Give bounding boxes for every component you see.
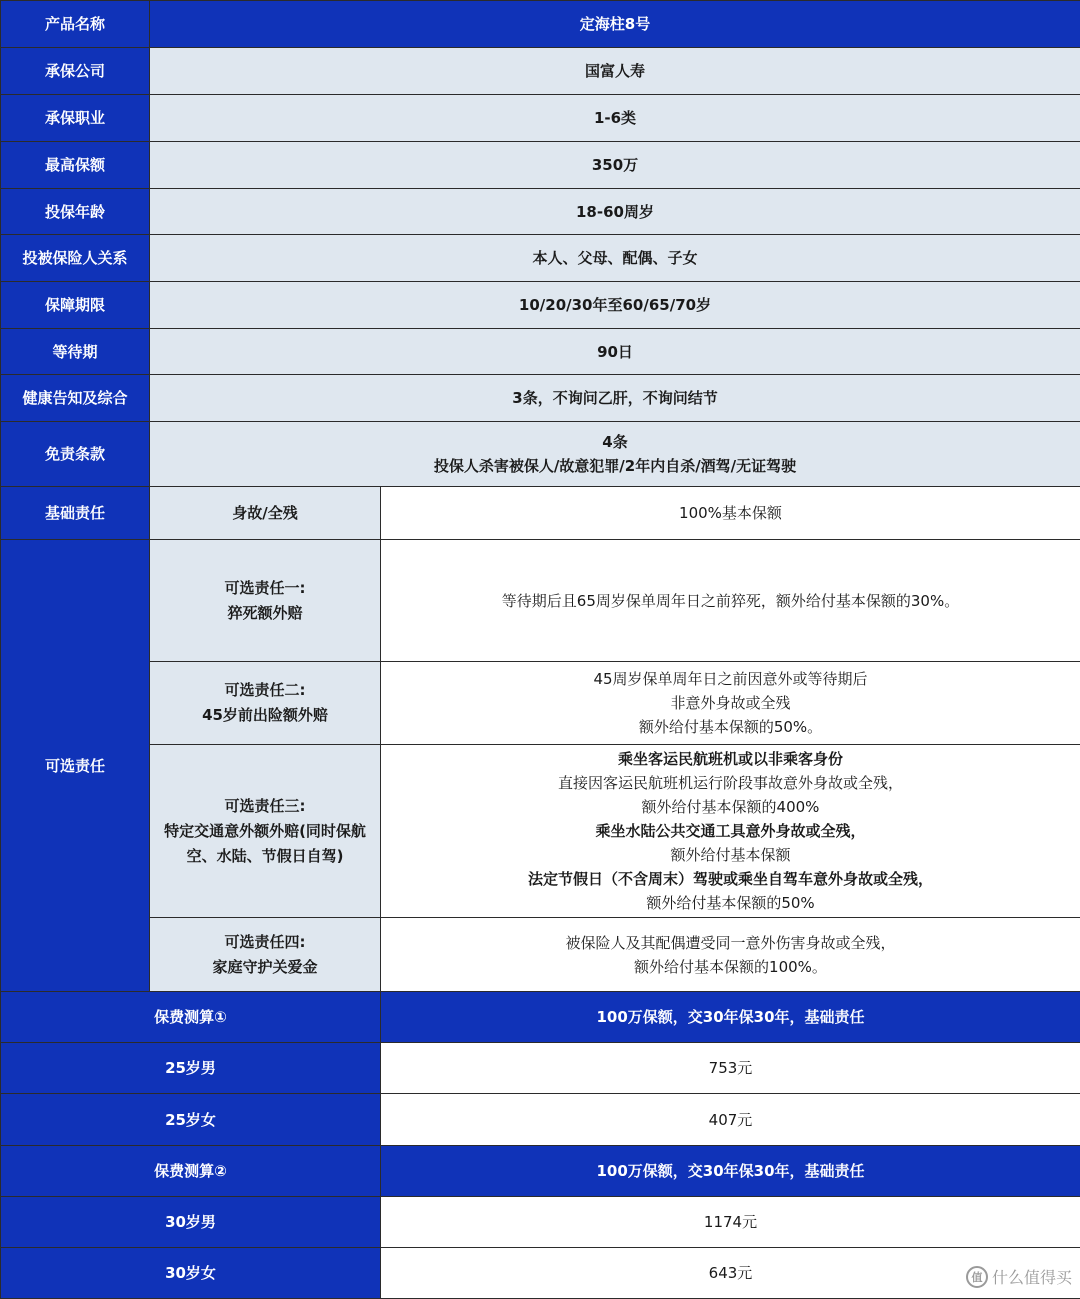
value-exclusion (150, 422, 1080, 487)
optional-4-line-2: 额外给付基本保额的100%。 (385, 955, 1076, 979)
value-product-name: 定海柱8号 (150, 1, 1080, 48)
row-relation (1, 235, 1080, 282)
row-optional-2 (1, 662, 1080, 745)
optional-2-desc (381, 662, 1080, 745)
label-basic: 基础责任 (1, 487, 150, 540)
label-age: 投保年龄 (1, 189, 150, 235)
premium-1-who-a: 25岁男 (1, 1043, 381, 1094)
optional-3-title: 可选责任三: (154, 794, 376, 819)
premium-2-label: 保费测算② (1, 1146, 381, 1197)
premium-1-desc: 100万保额，交30年保30年，基础责任 (381, 992, 1080, 1043)
label-relation: 投被保险人关系 (1, 235, 150, 282)
row-optional-3 (1, 745, 1080, 918)
optional-3-line-7: 额外给付基本保额的50% (385, 891, 1076, 915)
label-product-name: 产品名称 (1, 1, 150, 48)
optional-4-title: 可选责任四: (154, 930, 376, 955)
value-waiting: 90日 (150, 329, 1080, 375)
premium-1-who-b: 25岁女 (1, 1094, 381, 1146)
exclusion-count: 4条 (154, 430, 1076, 454)
row-age (1, 189, 1080, 235)
optional-1-subtitle: 猝死额外赔 (154, 601, 376, 626)
optional-3-line-3: 额外给付基本保额的400% (385, 795, 1076, 819)
row-premium-2-header (1, 1146, 1080, 1197)
premium-2-price-b: 643元 (381, 1248, 1080, 1299)
premium-1-price-a: 753元 (381, 1043, 1080, 1094)
optional-3-line-2: 直接因客运民航班机运行阶段事故意外身故或全残， (385, 771, 1076, 795)
optional-2-line-1: 45周岁保单周年日之前因意外或等待期后 (385, 667, 1076, 691)
premium-2-price-a: 1174元 (381, 1197, 1080, 1248)
basic-item: 身故/全残 (150, 487, 381, 540)
row-premium-1-a (1, 1043, 1080, 1094)
row-period (1, 282, 1080, 329)
label-waiting: 等待期 (1, 329, 150, 375)
row-optional-4 (1, 918, 1080, 992)
label-health: 健康告知及综合 (1, 375, 150, 422)
row-company (1, 48, 1080, 95)
row-health (1, 375, 1080, 422)
basic-value: 100%基本保额 (381, 487, 1080, 540)
value-relation: 本人、父母、配偶、子女 (150, 235, 1080, 282)
premium-2-who-a: 30岁男 (1, 1197, 381, 1248)
optional-3-subtitle: 特定交通意外额外赔(同时保航 (154, 819, 376, 844)
optional-4-subtitle: 家庭守护关爱金 (154, 955, 376, 980)
optional-2-title: 可选责任二: (154, 678, 376, 703)
optional-3-line-4: 乘坐水陆公共交通工具意外身故或全残， (385, 819, 1076, 843)
optional-3-subtitle-2: 空、水陆、节假日自驾) (154, 844, 376, 869)
exclusion-list: 投保人杀害被保人/故意犯罪/2年内自杀/酒驾/无证驾驶 (154, 454, 1076, 478)
optional-3-desc (381, 745, 1080, 918)
row-premium-1-header (1, 992, 1080, 1043)
watermark (966, 1265, 1072, 1288)
label-max-coverage: 最高保额 (1, 142, 150, 189)
label-optional: 可选责任 (1, 540, 150, 992)
label-exclusion: 免责条款 (1, 422, 150, 487)
label-occupation: 承保职业 (1, 95, 150, 142)
row-waiting (1, 329, 1080, 375)
optional-4-name (150, 918, 381, 992)
row-exclusion (1, 422, 1080, 487)
row-occupation (1, 95, 1080, 142)
row-product-name (1, 1, 1080, 48)
row-premium-2-a (1, 1197, 1080, 1248)
optional-1-desc: 等待期后且65周岁保单周年日之前猝死，额外给付基本保额的30%。 (381, 540, 1080, 662)
premium-2-desc: 100万保额，交30年保30年，基础责任 (381, 1146, 1080, 1197)
premium-1-label: 保费测算① (1, 992, 381, 1043)
optional-4-desc (381, 918, 1080, 992)
optional-2-line-2: 非意外身故或全残 (385, 691, 1076, 715)
optional-4-line-1: 被保险人及其配偶遭受同一意外伤害身故或全残， (385, 931, 1076, 955)
premium-1-price-b: 407元 (381, 1094, 1080, 1146)
row-basic (1, 487, 1080, 540)
value-age: 18-60周岁 (150, 189, 1080, 235)
optional-2-line-3: 额外给付基本保额的50%。 (385, 715, 1076, 739)
label-period: 保障期限 (1, 282, 150, 329)
optional-3-name (150, 745, 381, 918)
optional-3-line-5: 额外给付基本保额 (385, 843, 1076, 867)
value-occupation: 1-6类 (150, 95, 1080, 142)
optional-2-name (150, 662, 381, 745)
row-premium-1-b (1, 1094, 1080, 1146)
value-health: 3条，不询问乙肝，不询问结节 (150, 375, 1080, 422)
row-premium-2-b (1, 1248, 1080, 1299)
row-max-coverage (1, 142, 1080, 189)
watermark-text: 什么值得买 (992, 1265, 1072, 1288)
optional-3-line-6: 法定节假日（不含周末）驾驶或乘坐自驾车意外身故或全残， (385, 867, 1076, 891)
premium-2-who-b: 30岁女 (1, 1248, 381, 1299)
watermark-logo-icon: 值 (966, 1266, 988, 1288)
optional-1-title: 可选责任一: (154, 576, 376, 601)
value-company: 国富人寿 (150, 48, 1080, 95)
value-period: 10/20/30年至60/65/70岁 (150, 282, 1080, 329)
optional-1-name (150, 540, 381, 662)
optional-3-line-1: 乘坐客运民航班机或以非乘客身份 (385, 747, 1076, 771)
optional-2-subtitle: 45岁前出险额外赔 (154, 703, 376, 728)
value-max-coverage: 350万 (150, 142, 1080, 189)
label-company: 承保公司 (1, 48, 150, 95)
row-optional-1 (1, 540, 1080, 662)
